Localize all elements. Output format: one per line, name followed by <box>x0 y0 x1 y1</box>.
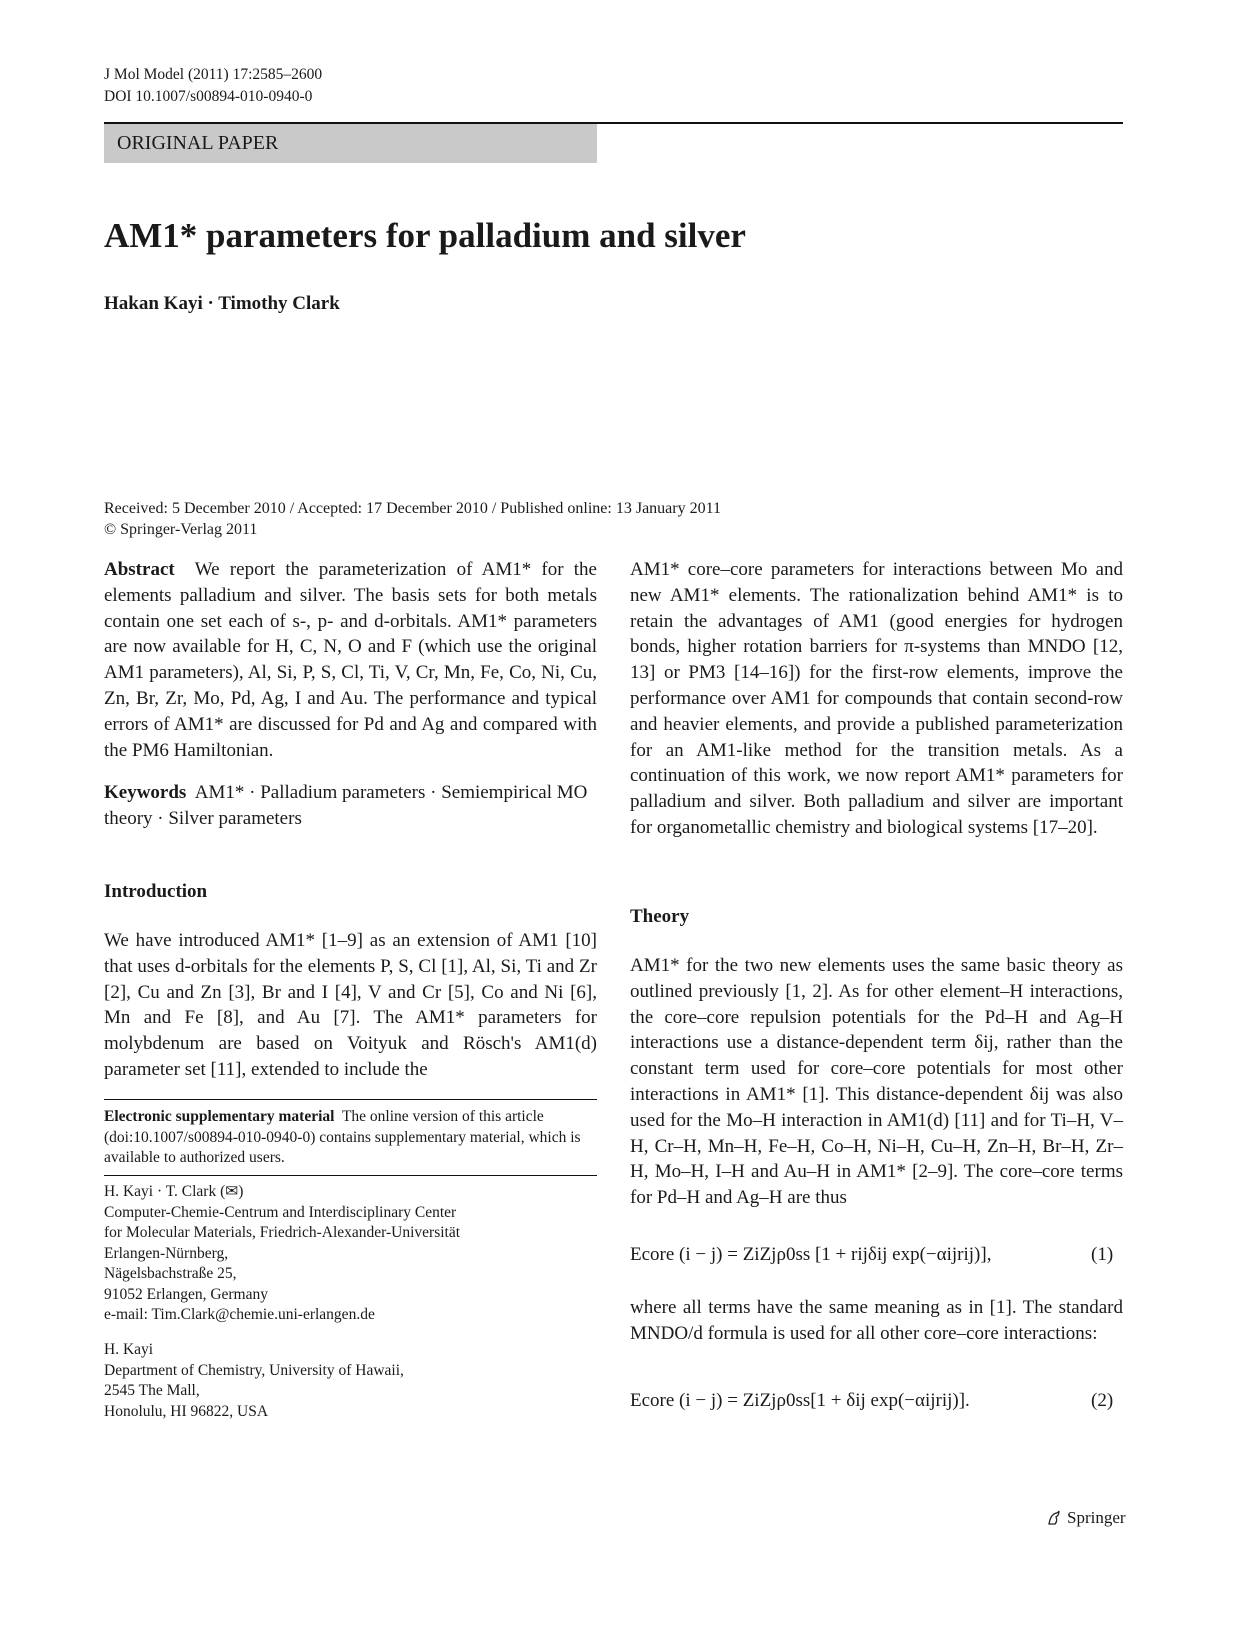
affiliation-names: H. Kayi · T. Clark (✉) <box>104 1183 244 1200</box>
publisher-logo <box>1045 1508 1126 1528</box>
affiliation-line: 2545 The Mall, <box>104 1382 200 1399</box>
equation-1: Ecore (i − j) = ZiZjρ0ss [1 + rijδij exp(−αijrij)], <box>630 1244 992 1265</box>
affiliation-names: H. Kayi <box>104 1341 154 1358</box>
keywords <box>104 780 597 832</box>
affiliation-1 <box>104 1182 597 1326</box>
publication-dates <box>104 498 721 540</box>
springer-horse-icon <box>1045 1509 1063 1527</box>
journal-header <box>104 64 322 108</box>
section-label-bar <box>104 124 597 163</box>
affiliation-line: Honolulu, HI 96822, USA <box>104 1402 269 1420</box>
introduction-body: We have introduced AM1* [1–9] as an extension of AM1 [10] that uses d-orbitals for the elements P, S, Cl [1], Al, Si, Ti and Zr [2], Cu and Zn [3], Br and I [4], V and Cr [5], Co and Ni [6], Mn and Fe [8], and Au [7]. The AM1* parameters for molybdenum are based on Voityuk and Rösch's AM1(d) parameter set [11], extended to include the <box>104 930 597 1080</box>
affiliation-line: Department of Chemistry, University of Hawaii, <box>104 1361 404 1379</box>
journal-citation: J Mol Model (2011) 17:2585–2600 <box>104 66 323 83</box>
equation-2-number: (2) <box>1091 1390 1114 1411</box>
paper-title: AM1* parameters for palladium and silver <box>104 216 746 255</box>
affiliation-rule <box>104 1175 597 1176</box>
author-list: Hakan Kayi · Timothy Clark <box>104 293 340 314</box>
equation-2: Ecore (i − j) = ZiZjρ0ss[1 + δij exp(−αijrij)]. <box>630 1390 970 1411</box>
publisher-name: Springer <box>1067 1508 1126 1527</box>
affiliation-line: Erlangen-Nürnberg, <box>104 1244 229 1262</box>
right-column-continuation: AM1* core–core parameters for interactions between Mo and new AM1* elements. The rationalization behind AM1* is to retain the advantages of AM1 (good energies for hydrogen bonds, higher rotation barriers for π-systems than MNDO [12, 13] or PM3 [14–16]) for the first-row elements, improve the performance over AM1 for compounds that contain second-row and heavier elements, and provide a published parameterization for an AM1-like method for the transition metals. As a continuation of this work, we now report AM1* parameters for palladium and silver. Both palladium and silver are important for organometallic chemistry and biological systems [17–20]. <box>630 559 1123 838</box>
keywords-text: AM1* · Palladium parameters · Semiempirical MO theory · Silver parameters <box>104 782 588 829</box>
affiliation-line: for Molecular Materials, Friedrich-Alexander-Universität <box>104 1224 461 1241</box>
affiliation-line: Nägelsbachstraße 25, <box>104 1265 237 1282</box>
introduction-heading: Introduction <box>104 881 208 902</box>
affiliation-line: 91052 Erlangen, Germany <box>104 1285 268 1303</box>
affiliation-line: Computer-Chemie-Centrum and Interdisciplinary Center <box>104 1203 457 1221</box>
affiliation-2 <box>104 1340 597 1422</box>
abstract-text: We report the parameterization of AM1* for the elements palladium and silver. The basis sets for both metals contain one set each of s-, p- and d-orbitals. AM1* parameters are now available for H, C, N, O and F (which use the original AM1 parameters), Al, Si, P, S, Cl, Ti, V, Cr, Mn, Fe, Co, Ni, Cu, Zn, Br, Zr, Mo, Pd, Ag, I and Au. The performance and typical errors of AM1* are discussed for Pd and Ag and compared with the PM6 Hamiltonian. <box>104 559 597 761</box>
equation-1-number: (1) <box>1091 1244 1114 1265</box>
section-label: ORIGINAL PAPER <box>117 132 279 154</box>
theory-body: AM1* for the two new elements uses the same basic theory as outlined previously [1, 2]. As for other element–H interactions, the core–core repulsion potentials for the Pd–H and Ag–H interactions use a distance-dependent term δij, rather than the constant term used for core–core potentials for most other interactions in AM1* [1]. This distance-dependent δij was also used for the Mo–H interaction in AM1(d) [11] and for Ti–H, V–H, Cr–H, Mn–H, Fe–H, Co–H, Ni–H, Cu–H, Zn–H, Br–H, Zr–H, Mo–H, I–H and Au–H in AM1* [2–9]. The core–core terms for Pd–H and Ag–H are thus <box>630 955 1123 1209</box>
doi-line: DOI 10.1007/s00894-010-0940-0 <box>104 88 313 105</box>
between-equations-text: where all terms have the same meaning as in [1]. The standard MNDO/d formula is used for all other core–core interactions: <box>630 1297 1123 1344</box>
theory-heading: Theory <box>630 906 690 927</box>
email-line: e-mail: Tim.Clark@chemie.uni-erlangen.de <box>104 1306 375 1323</box>
keywords-label: Keywords <box>104 782 187 803</box>
dates-line: Received: 5 December 2010 / Accepted: 17 December 2010 / Published online: 13 January 2011 <box>104 500 722 517</box>
abstract-label: Abstract <box>104 559 175 580</box>
supplementary-note <box>104 1107 597 1169</box>
esm-text: The online version of this article (doi:10.1007/s00894-010-0940-0) contains supplementary material, which is available to authorized users. <box>104 1108 581 1166</box>
copyright-line: © Springer-Verlag 2011 <box>104 521 258 538</box>
abstract <box>104 557 597 763</box>
footnote-rule <box>104 1099 597 1100</box>
esm-label: Electronic supplementary material <box>104 1108 335 1125</box>
